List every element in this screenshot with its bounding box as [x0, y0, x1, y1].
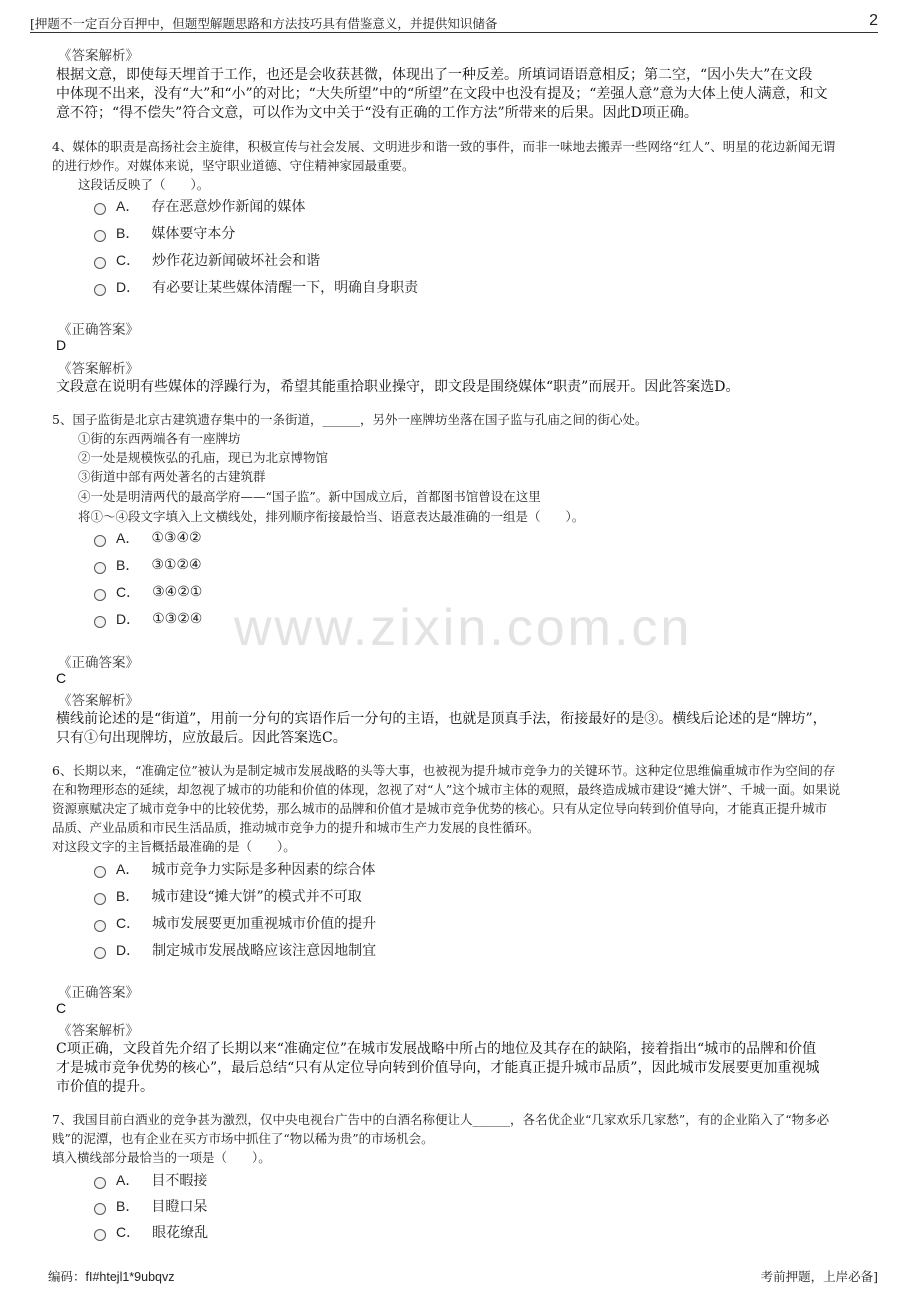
option-text: 存在恶意炒作新闻的媒体: [151, 199, 306, 215]
radio-icon[interactable]: [94, 893, 106, 905]
radio-icon[interactable]: [94, 230, 106, 242]
option-letter: D．: [116, 942, 141, 958]
answer-analysis-label: 《答案解析》: [58, 693, 139, 709]
option-b[interactable]: [94, 1196, 207, 1216]
page-footer: [48, 1267, 878, 1287]
option-text: 目瞪口呆: [151, 1199, 208, 1215]
question-item: ③街道中部有两处著名的古建筑群: [78, 469, 266, 484]
option-text: 目不暇接: [151, 1173, 208, 1189]
question-prompt: 这段话反映了（ ）。: [78, 177, 210, 192]
option-letter: D．: [116, 279, 141, 295]
option-b[interactable]: [94, 886, 362, 906]
question-item: ①街的东西两端各有一座牌坊: [78, 431, 241, 446]
analysis-line: 才是城市竞争优势的核心”，最后总结“只有从定位导向转到价值导向，才能真正提升城市品质”，因此城市发展要更加重视城: [56, 1060, 820, 1076]
option-text: 有必要让某些媒体清醒一下，明确自身职责: [152, 280, 419, 296]
option-a[interactable]: [94, 528, 202, 548]
question-stem: 资源禀赋决定了城市竞争中的比较优势，那么城市的品牌和价值才是城市竞争优势的核心。只有从定位导向转到价值导向，才能真正提升城市: [52, 801, 828, 816]
question-prompt: 填入横线部分最恰当的一项是（ ）。: [52, 1150, 271, 1165]
analysis-line: 横线前论述的是“街道”，用前一分句的宾语作后一分句的主语，也就是顶真手法，衔接最好的是③。横线后论述的是“牌坊”，: [56, 711, 827, 727]
option-text: ③④②①: [152, 584, 203, 600]
correct-answer-label: 《正确答案》: [58, 655, 139, 671]
radio-icon[interactable]: [94, 920, 106, 932]
correct-answer-label: 《正确答案》: [58, 985, 139, 1001]
question-prompt: 对这段文字的主旨概括最准确的是（ ）。: [52, 839, 296, 854]
radio-icon[interactable]: [94, 562, 106, 574]
question-stem: 的进行炒作。对媒体来说，坚守职业道德、守住精神家园最重要。: [52, 158, 415, 173]
option-c[interactable]: [94, 1222, 208, 1242]
watermark: www.zixin.com.cn: [234, 599, 693, 657]
question-stem: 6、长期以来，“准确定位”被认为是制定城市发展战略的头等大事，也被视为提升城市竞争力的关键环节。这种定位思维偏重城市作为空间的存: [52, 763, 836, 778]
option-letter: B．: [116, 888, 140, 904]
option-text: 城市竞争力实际是多种因素的综合体: [151, 862, 376, 878]
option-a[interactable]: [94, 196, 305, 216]
question-stem: 品质、产业品质和市民生活品质，推动城市竞争力的提升和城市生产力发展的良性循环。: [52, 820, 540, 835]
option-letter: B．: [116, 557, 140, 573]
question-prompt: 将①～④段文字填入上文横线处，排列顺序衔接最恰当、语意表达最准确的一组是（ ）。: [78, 509, 585, 524]
radio-icon[interactable]: [94, 284, 106, 296]
question-item: ②一处是规模恢弘的孔庙，现已为北京博物馆: [78, 450, 329, 465]
option-text: 城市建设“摊大饼”的模式并不可取: [151, 889, 362, 905]
option-d[interactable]: [94, 940, 376, 960]
option-text: 制定城市发展战略应该注意因地制宜: [152, 943, 377, 959]
option-text: 炒作花边新闻破坏社会和谐: [152, 253, 321, 269]
option-letter: C．: [116, 252, 141, 268]
option-letter: B．: [116, 225, 140, 241]
answer-analysis-label: 《答案解析》: [58, 48, 139, 64]
radio-icon[interactable]: [94, 866, 106, 878]
option-letter: C．: [116, 584, 141, 600]
radio-icon[interactable]: [94, 535, 106, 547]
option-c[interactable]: [94, 250, 320, 270]
option-d[interactable]: [94, 609, 202, 629]
answer-analysis-label: 《答案解析》: [58, 361, 139, 377]
option-a[interactable]: [94, 1170, 207, 1190]
option-text: 眼花缭乱: [152, 1225, 209, 1241]
page-header: [30, 12, 878, 33]
question-stem: 贱”的泥潭，也有企业在买方市场中抓住了“物以稀为贵”的市场机会。: [52, 1131, 434, 1146]
option-text: 媒体要守本分: [151, 226, 236, 242]
analysis-line: 只有①句出现牌坊，应放最后。因此答案选C。: [56, 730, 347, 746]
analysis-line: 市价值的提升。: [56, 1079, 154, 1095]
radio-icon[interactable]: [94, 203, 106, 215]
option-letter: D．: [116, 611, 141, 627]
option-b[interactable]: [94, 555, 202, 575]
analysis-line: 根据文意，即使每天埋首于工作，也还是会收获甚微，体现出了一种反差。所填词语语意相反；第二空，“因小失大”在文段: [56, 67, 813, 83]
question-stem: 4、媒体的职责是高扬社会主旋律，积极宣传与社会发展、文明进步和谐一致的事件，而非一味地去搬弄一些网络“红人”、明星的花边新闻无谓: [52, 139, 836, 154]
footer-motto: 考前押题，上岸必备]: [760, 1269, 878, 1284]
option-letter: A．: [116, 861, 140, 877]
radio-icon[interactable]: [94, 1229, 106, 1241]
option-letter: A．: [116, 530, 140, 546]
analysis-line: 文段意在说明有些媒体的浮躁行为，希望其能重拾职业操守，即文段是围绕媒体“职责”而展开。因此答案选D。: [56, 379, 740, 395]
option-letter: C．: [116, 1224, 141, 1240]
correct-answer: C: [56, 1000, 67, 1016]
radio-icon[interactable]: [94, 257, 106, 269]
option-text: ③①②④: [151, 557, 202, 573]
radio-icon[interactable]: [94, 947, 106, 959]
option-c[interactable]: [94, 913, 376, 933]
correct-answer: C: [56, 670, 67, 686]
radio-icon[interactable]: [94, 589, 106, 601]
option-letter: A．: [116, 198, 140, 214]
analysis-line: 意不符；“得不偿失”符合文意，可以作为文中关于“没有正确的工作方法”所带来的后果。因此D项正确。: [56, 105, 698, 121]
option-letter: C．: [116, 915, 141, 931]
radio-icon[interactable]: [94, 1177, 106, 1189]
option-letter: B．: [116, 1198, 140, 1214]
answer-analysis-label: 《答案解析》: [58, 1023, 139, 1039]
option-letter: A．: [116, 1172, 140, 1188]
option-a[interactable]: [94, 859, 375, 879]
header-text: [押题不一定百分百押中，但题型解题思路和方法技巧具有借鉴意义，并提供知识储备: [30, 16, 498, 31]
option-text: ①③④②: [151, 530, 202, 546]
question-stem: 在和物理形态的延续，却忽视了城市的功能和价值的体现，忽视了对“人”这个城市主体的观照，最终造成城市建设“摊大饼”、千城一面。如果说: [52, 782, 841, 797]
correct-answer: D: [56, 337, 67, 353]
page-number: 2: [869, 12, 878, 29]
option-b[interactable]: [94, 223, 235, 243]
option-d[interactable]: [94, 277, 418, 297]
option-text: ①③②④: [152, 611, 203, 627]
analysis-line: 中体现不出来，没有“大”和“小”的对比；“大失所望”中的“所望”在文段中也没有提及；“差强人意”意为大体上使人满意，和文: [56, 86, 828, 102]
radio-icon[interactable]: [94, 1203, 106, 1215]
option-text: 城市发展要更加重视城市价值的提升: [152, 916, 377, 932]
option-c[interactable]: [94, 582, 202, 602]
document-code: [48, 1267, 174, 1285]
analysis-line: C项正确，文段首先介绍了长期以来“准确定位”在城市发展战略中所占的地位及其存在的缺陷，接着指出“城市的品牌和价值: [56, 1041, 817, 1057]
question-item: ④一处是明清两代的最高学府——“国子监”。新中国成立后，首都图书馆曾设在这里: [78, 489, 541, 504]
code-label: 编码：: [48, 1269, 86, 1284]
code-value: fI#htejl1*9ubqvz: [85, 1270, 175, 1284]
radio-icon[interactable]: [94, 616, 106, 628]
question-stem: 5、国子监街是北京古建筑遗存集中的一条街道，______，另外一座牌坊坐落在国子监与孔庙之间的街心处。: [52, 412, 648, 427]
correct-answer-label: 《正确答案》: [58, 322, 139, 338]
question-stem: 7、我国目前白酒业的竞争甚为激烈，仅中央电视台广告中的白酒名称便让人______，各名优企业“几家欢乐几家愁”，有的企业陷入了“物多必: [52, 1112, 830, 1127]
